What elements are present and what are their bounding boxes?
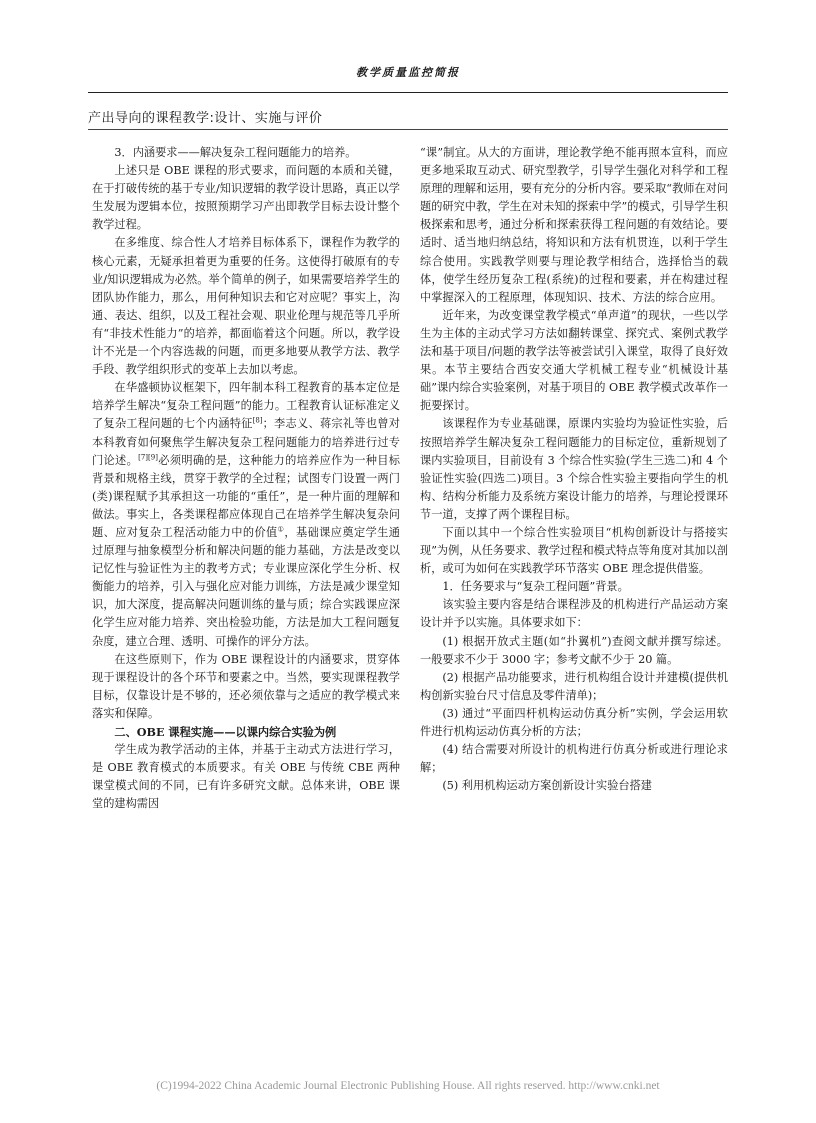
- list-item: (4) 结合需要对所设计的机构进行仿真分析或进行理论求解；: [420, 743, 728, 775]
- subsection-heading: 1．任务要求与“复杂工程问题”背景。: [442, 580, 629, 594]
- list-item: (1) 根据开放式主题(如“扑翼机”)查阅文献并撰写综述。一般要求不少于 3000 字；参考文献不少于 20 篇。: [420, 634, 728, 666]
- paragraph: 近年来，为改变课堂教学模式“单声道”的现状，一些以学生为主体的主动式学习方法如翻转课堂、探究式、案例式教学法和基于项目/问题的教学法等被尝试引入课堂，取得了良好效果。本节主要结合西安交通大学机械工程专业“机械设计基础”课内综合实验案例，对基于项目的 OBE 教学模式改革作一扼要探讨。: [420, 308, 728, 413]
- paragraph: 上述只是 OBE 课程的形式要求，而问题的本质和关键，在于打破传统的基于专业/知识逻辑的教学设计思路，真正以学生发展为逻辑本位，按照预期学习产出即教学目标去设计整个教学过程。: [92, 164, 400, 232]
- paragraph: 在多维度、综合性人才培养目标体系下，课程作为教学的核心元素，无疑承担着更为重要的任务。这使得打破原有的专业/知识逻辑成为必然。举个简单的例子，如果需要培养学生的团队协作能力，那么，用何种知识去和它对应呢？事实上，沟通、表达、组织，以及工程社会观、职业伦理与规范等几乎所有“非技术性能力”的培养，都面临着这个问题。所以，教学设计不光是一个内容选裁的问题，而更多地要从教学方法、教学手段、教学组织形式的变革上去加以考虑。: [92, 236, 400, 377]
- citation-ref: [8]: [252, 416, 263, 425]
- copyright-footer: (C)1994-2022 China Academic Journal Electronic Publishing House. All rights reserved. http://www.cnki.net: [156, 1080, 660, 1092]
- paragraph: 学生成为教学活动的主体，并基于主动式方法进行学习，是 OBE 教育模式的本质要求。有关 OBE 与传统 CBE 两种课堂模式间的不同，已有许多研究文献。总体来讲，OBE 课堂的建构需因: [92, 743, 400, 811]
- text-run: 在华盛顿协议框架下，四年制本科工程教育的基本定位是培养学生解决“复杂工程问题”的能力。工程教育认证标准定义了复杂工程问题的七个内涵特征: [92, 381, 400, 431]
- right-column: [420, 144, 728, 795]
- paragraph: 下面以其中一个综合性实验项目“机构创新设计与搭接实现”为例，从任务要求、教学过程和模式特点等角度对其加以剖析，或可为如何在实践教学环节落实 OBE 理念提供借鉴。: [420, 525, 728, 576]
- text-run: 必须明确的是，这种能力的培养应作为一种目标背景和规格主线，贯穿于教学的全过程；试图专门设置一两门(类)课程赋予其承担这一功能的“重任”，是一种片面的理解和做法。事实上，各类课程都应体现自己在培养学生解决复杂问题、应对复杂工程活动能力中的价值: [92, 453, 400, 539]
- section-heading: 二、OBE 课程实施——以课内综合实验为例: [114, 725, 337, 739]
- left-column: [92, 144, 400, 813]
- header-rule: [88, 92, 728, 93]
- text-run: ；李志义、蒋宗礼等也曾对本科教育如何聚焦学生解决复杂工程问题能力的培养进行过专门论述。: [92, 417, 400, 467]
- paragraph: 该课程作为专业基础课，原课内实验均为验证性实验，后按照培养学生解决复杂工程问题能力的目标定位，重新规划了课内实验项目，目前设有 3 个综合性实验(学生三选二)和 4 个验证性实验(四选二)项目。3 个综合性实验主要指向学生的机构、结构分析能力及系统方案设计能力的培养，与理论授课环节一道，支撑了两个课程目标。: [420, 417, 728, 521]
- paragraph: [92, 379, 400, 650]
- list-item: (3) 通过“平面四杆机构运动仿真分析”实例，学会运用软件进行机构运动仿真分析的方法；: [420, 706, 728, 738]
- list-item: (2) 根据产品功能要求，进行机构组合设计并建模(提供机构创新实验台尺寸信息及零件清单)；: [420, 670, 728, 702]
- text-run: ，基础课应奠定学生通过原理与抽象模型分析和解决问题的能力基础，方法是改变以记忆性与验证性为主的教考方式；专业课应深化学生分析、权衡能力的培养，引入与强化应对能力训练，方法是减少课堂知识，加大深度，提高解决问题训练的量与质；综合实践课应深化学生应对能力培养、突出检验功能，方法是加大工程问题复杂度，建立合理、透明、可操作的评分方法。: [92, 525, 400, 648]
- paragraph: 3．内涵要求——解决复杂工程问题能力的培养。: [114, 146, 357, 159]
- title-rule: [88, 129, 728, 130]
- article-title: 产出导向的课程教学:设计、实施与评价: [88, 111, 323, 126]
- paragraph: 该实验主要内容是结合课程涉及的机构进行产品运动方案设计并予以实施。具体要求如下：: [420, 598, 728, 630]
- journal-name: 教学质量监控简报: [356, 66, 460, 79]
- list-item: (5) 利用机构运动方案创新设计实验台搭建: [442, 779, 652, 793]
- paragraph: 在这些原则下，作为 OBE 课程设计的内涵要求，贯穿体现于课程设计的各个环节和要素之中。当然，要实现课程教学目标，仅靠设计是不够的，还必须依靠与之适应的教学模式来落实和保障。: [92, 652, 400, 720]
- paragraph: “课”制宜。从大的方面讲，理论教学绝不能再照本宣科，而应更多地采取互动式、研究型教学，引导学生强化对科学和工程原理的理解和运用，要有充分的分析内容。要采取“教师在对问题的研究中教，学生在对未知的探索中学”的模式，引导学生积极探索和思考，通过分析和探索获得工程问题的有效结论。要适时、适当地归纳总结，将知识和方法有机贯连，以利于学生综合使用。实践教学则要与理论教学相结合，选择恰当的载体，使学生经历复杂工程(系统)的过程和要素，并在构建过程中掌握深入的工程原理，体现知识、技术、方法的综合应用。: [420, 146, 728, 304]
- footnote-ref: ①: [277, 525, 285, 534]
- citation-ref: [7][9]: [138, 452, 158, 461]
